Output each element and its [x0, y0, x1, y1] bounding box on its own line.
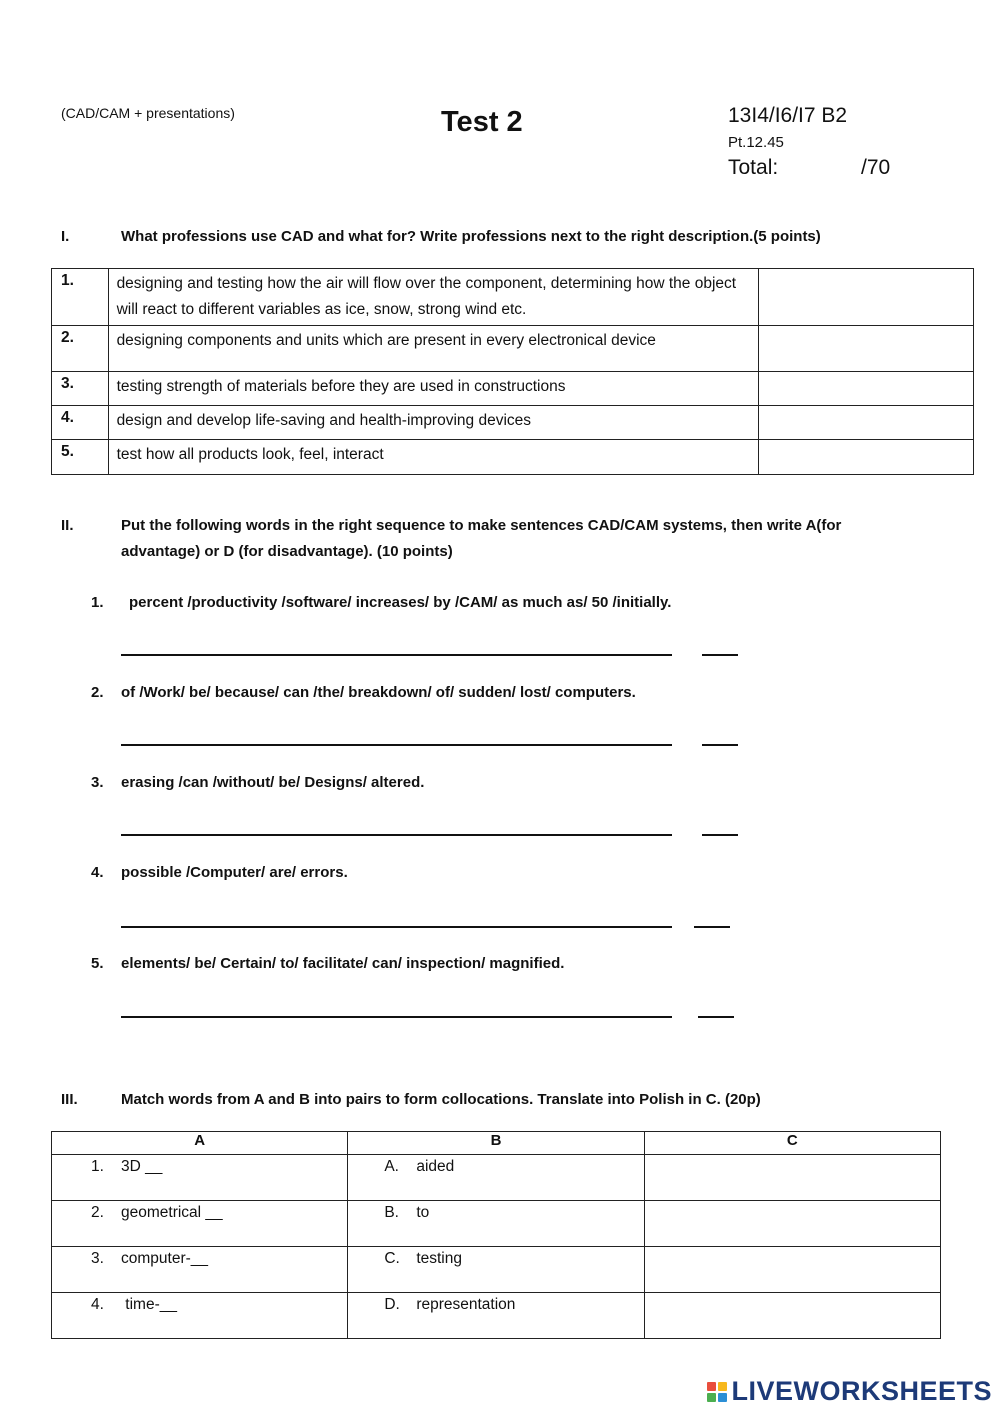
table-row: [52, 372, 974, 406]
section2-number: II.: [61, 517, 74, 534]
b-word: aided: [416, 1158, 455, 1175]
item-text: possible /Computer/ are/ errors.: [121, 864, 348, 881]
section1-instruction: What professions use CAD and what for? Write professions next to the right description.(5 points): [121, 228, 821, 245]
sentence-answer-line[interactable]: [121, 1016, 672, 1018]
row-number: 1.: [52, 269, 109, 326]
row-description: designing components and units which are present in every electronical device: [108, 326, 758, 372]
translation-cell[interactable]: [644, 1201, 940, 1247]
time-label: Pt.12.45: [728, 134, 784, 151]
logo-square: [718, 1382, 727, 1391]
total-score: [728, 156, 891, 180]
item-text: elements/ be/ Certain/ to/ facilitate/ can/ inspection/ magnified.: [121, 955, 565, 972]
item-number: 2.: [91, 684, 104, 701]
a-number: 2.: [91, 1204, 104, 1221]
column-header-a: A: [52, 1132, 348, 1155]
b-letter: A.: [384, 1158, 399, 1175]
ad-answer-line[interactable]: [702, 834, 738, 836]
b-word: to: [416, 1204, 430, 1221]
sentence-answer-line[interactable]: [121, 654, 672, 656]
item-number: 5.: [91, 955, 104, 972]
ad-answer-line[interactable]: [702, 744, 738, 746]
b-word: representation: [416, 1296, 516, 1313]
table-row: [52, 1293, 941, 1339]
section1-number: I.: [61, 228, 70, 245]
table-row: [52, 1155, 941, 1201]
table-row: [52, 269, 974, 326]
item-number: 4.: [91, 864, 104, 881]
section2-instruction-line1: Put the following words in the right sequence to make sentences CAD/CAM systems, then write A(for: [121, 517, 842, 534]
a-word: geometrical __: [121, 1204, 223, 1221]
section2-instruction-line2: advantage) or D (for disadvantage). (10 points): [121, 543, 453, 560]
item-number: 3.: [91, 774, 104, 791]
table-row: [52, 440, 974, 475]
answer-cell[interactable]: [758, 406, 973, 440]
row-number: 5.: [52, 440, 109, 475]
row-number: 4.: [52, 406, 109, 440]
cell-b: [348, 1201, 644, 1247]
item-text: percent /productivity /software/ increases/ by /CAM/ as much as/ 50 /initially.: [129, 594, 672, 611]
cell-a: [52, 1247, 348, 1293]
logo-square: [718, 1393, 727, 1402]
row-number: 2.: [52, 326, 109, 372]
cell-a: [52, 1201, 348, 1247]
answer-cell[interactable]: [758, 440, 973, 475]
answer-cell[interactable]: [758, 269, 973, 326]
item-number: 1.: [91, 594, 104, 611]
a-number: 3.: [91, 1250, 104, 1267]
row-description: testing strength of materials before they are used in constructions: [108, 372, 758, 406]
logo-square: [707, 1382, 716, 1391]
cell-a: [52, 1155, 348, 1201]
column-header-c: C: [644, 1132, 940, 1155]
liveworksheets-logo[interactable]: [707, 1376, 992, 1407]
table-row: [52, 406, 974, 440]
row-description: test how all products look, feel, interact: [108, 440, 758, 475]
section3-instruction: Match words from A and B into pairs to form collocations. Translate into Polish in C. (20p): [121, 1091, 761, 1108]
item-text: of /Work/ be/ because/ can /the/ breakdown/ of/ sudden/ lost/ computers.: [121, 684, 636, 701]
collocations-table: [51, 1131, 941, 1339]
total-label: Total:: [728, 156, 779, 179]
section3-number: III.: [61, 1091, 78, 1108]
b-word: testing: [416, 1250, 462, 1267]
b-letter: B.: [384, 1204, 399, 1221]
answer-cell[interactable]: [758, 372, 973, 406]
translation-cell[interactable]: [644, 1293, 940, 1339]
subject-label: (CAD/CAM + presentations): [61, 105, 235, 121]
b-letter: C.: [384, 1250, 400, 1267]
column-header-b: B: [348, 1132, 644, 1155]
logo-text: LIVEWORKSHEETS: [731, 1376, 992, 1406]
row-number: 3.: [52, 372, 109, 406]
cell-b: [348, 1293, 644, 1339]
a-word: time-__: [121, 1296, 177, 1313]
a-number: 4.: [91, 1296, 104, 1313]
cell-b: [348, 1155, 644, 1201]
cell-b: [348, 1247, 644, 1293]
total-max: /70: [861, 156, 891, 179]
table-row: [52, 1201, 941, 1247]
answer-cell[interactable]: [758, 326, 973, 372]
ad-answer-line[interactable]: [698, 1016, 734, 1018]
table-row: [52, 326, 974, 372]
logo-square: [707, 1393, 716, 1402]
sentence-answer-line[interactable]: [121, 834, 672, 836]
professions-table: [51, 268, 974, 475]
table-row: [52, 1247, 941, 1293]
page-title: Test 2: [441, 106, 523, 138]
logo-mark-icon: [707, 1382, 727, 1402]
translation-cell[interactable]: [644, 1155, 940, 1201]
table-header-row: [52, 1132, 941, 1155]
ad-answer-line[interactable]: [702, 654, 738, 656]
sentence-answer-line[interactable]: [121, 926, 672, 928]
row-description: designing and testing how the air will flow over the component, determining how the object will react to different variables as ice, snow, strong wind etc.: [108, 269, 758, 326]
cell-a: [52, 1293, 348, 1339]
a-number: 1.: [91, 1158, 104, 1175]
ad-answer-line[interactable]: [694, 926, 730, 928]
b-letter: D.: [384, 1296, 400, 1313]
row-description: design and develop life-saving and health-improving devices: [108, 406, 758, 440]
class-label: 13I4/I6/I7 B2: [728, 104, 848, 127]
translation-cell[interactable]: [644, 1247, 940, 1293]
a-word: computer-__: [121, 1250, 209, 1267]
a-word: 3D __: [121, 1158, 163, 1175]
item-text: erasing /can /without/ be/ Designs/ altered.: [121, 774, 425, 791]
sentence-answer-line[interactable]: [121, 744, 672, 746]
